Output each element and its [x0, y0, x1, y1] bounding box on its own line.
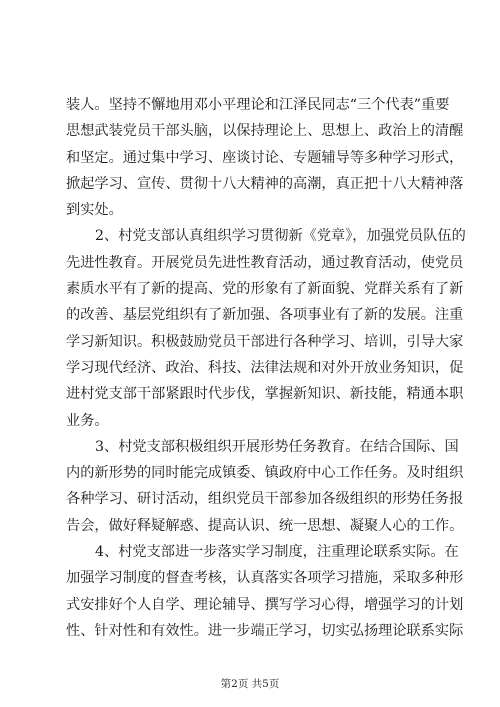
text-line: 学习新知识。积极鼓励党员干部进行各种学习、培训，引导大家: [66, 333, 464, 350]
paragraph: [66, 223, 466, 433]
text-line: 4、村党支部进一步落实学习制度，注重理论联系实际。在: [95, 544, 459, 561]
text-line: 2、村党支部认真组织学习贯彻新《党章》，加强党员队伍的: [95, 228, 466, 245]
text-line: 掀起学习、宣传、贯彻十八大精神的高潮，真正把十八大精神落: [66, 175, 464, 192]
text-line: 3、村党支部积极组织开展形势任务教育。在结合国际、国: [95, 438, 459, 455]
paragraph: [66, 539, 464, 644]
text-line: 进村党支部干部紧跟时代步伐，掌握新知识、新技能，精通本职: [66, 386, 464, 403]
text-line: 思想武装党员干部头脑，以保持理论上、思想上、政治上的清醒: [66, 123, 464, 140]
text-line: 到实处。: [66, 202, 123, 219]
page-number-footer: 第2页 共5页: [220, 678, 280, 690]
text-line: 内的新形势的同时能完成镇委、镇政府中心工作任务。及时组织: [66, 465, 464, 482]
text-line: 和坚定。通过集中学习、座谈讨论、专题辅导等多种学习形式，: [66, 149, 464, 166]
body-text: [66, 92, 466, 644]
paragraph: [66, 434, 464, 539]
text-line: 业务。: [66, 412, 109, 429]
paragraph: [66, 92, 464, 223]
text-line: 的改善、基层党组织有了新加强、各项事业有了新的发展。注重: [66, 307, 464, 324]
text-line: 学习现代经济、政治、科技、法律法规和对外开放业务知识，促: [66, 359, 464, 376]
text-line: 式安排好个人自学、理论辅导、撰写学习心得，增强学习的计划: [66, 596, 464, 613]
text-line: 装人。坚持不懈地用邓小平理论和江泽民同志“三个代表”重要: [66, 97, 450, 113]
text-line: 加强学习制度的督查考核，认真落实各项学习措施，采取多种形: [66, 570, 464, 587]
text-line: 各种学习、研讨活动，组织党员干部参加各级组织的形势任务报: [66, 491, 464, 508]
text-line: 告会，做好释疑解惑、提高认识、统一思想、凝聚人心的工作。: [66, 517, 464, 534]
text-line: 先进性教育。开展党员先进性教育活动，通过教育活动，使党员: [66, 254, 464, 271]
text-line: 素质水平有了新的提高、党的形象有了新面貌、党群关系有了新: [66, 281, 464, 298]
text-line: 性、针对性和有效性。进一步端正学习，切实弘扬理论联系实际: [66, 622, 464, 639]
